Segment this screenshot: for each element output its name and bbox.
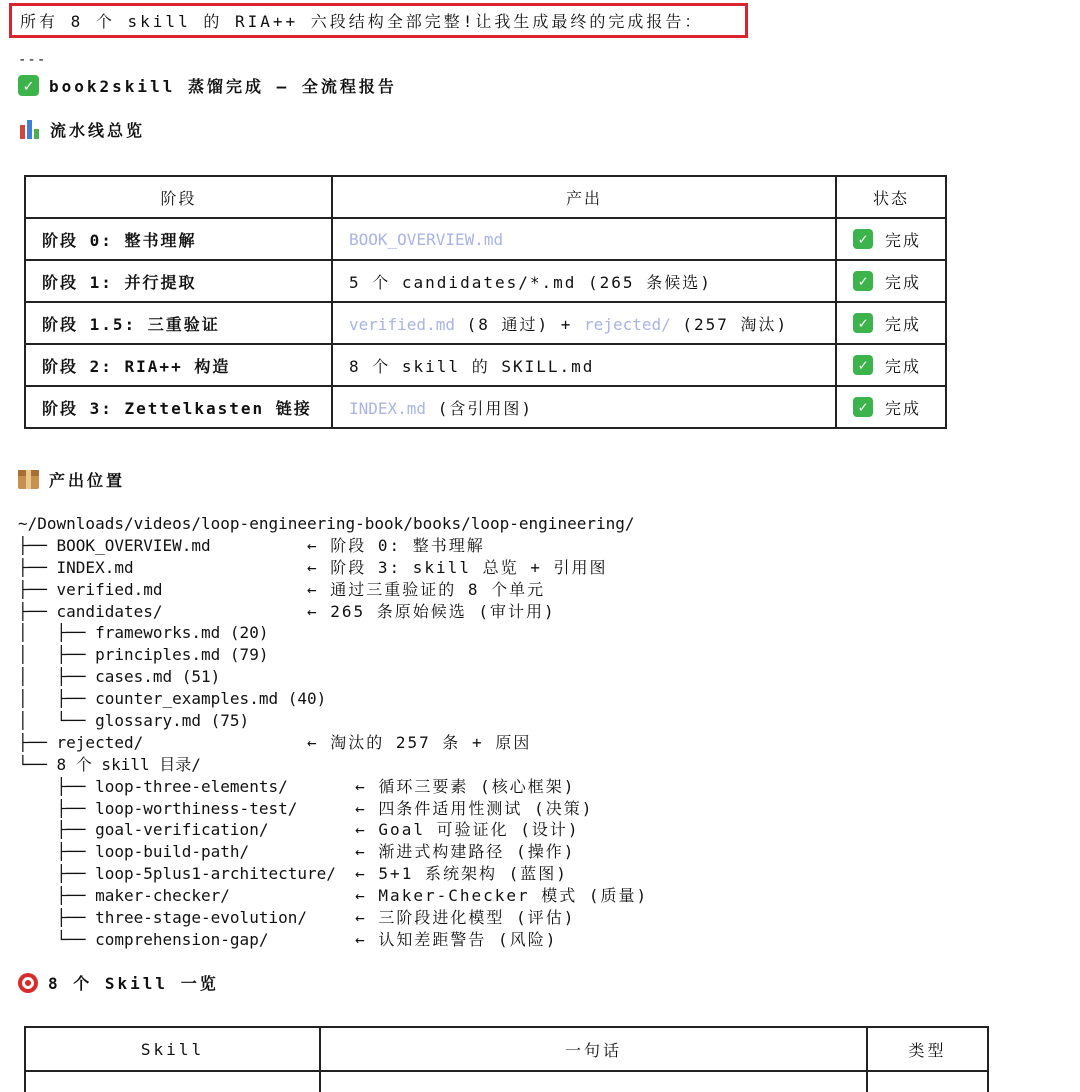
tree-note: ← 渐进式构建路径 (操作) [355, 842, 576, 862]
tree-path: ├── loop-worthiness-test/ [18, 798, 356, 818]
status-cell [836, 344, 946, 386]
tree-entry [18, 907, 648, 929]
stage-cell: 阶段 1: 并行提取 [25, 260, 332, 302]
folder-link[interactable]: rejected/ [584, 314, 671, 334]
skills-heading [18, 971, 219, 994]
tree-path: ├── BOOK_OVERVIEW.md [18, 535, 307, 555]
tree-path: │ └── glossary.md (75) [18, 711, 250, 731]
directory-tree [18, 513, 648, 951]
tree-note: ← 认知差距警告 (风险) [355, 929, 558, 949]
tree-entry [18, 841, 648, 863]
check-mark-icon: ✓ [18, 75, 39, 96]
pipeline-heading [18, 118, 145, 141]
tree-path: ├── loop-build-path/ [18, 842, 356, 862]
tree-entry [18, 776, 648, 798]
status-text: 完成 [885, 230, 922, 250]
table-row [25, 218, 946, 260]
status-cell [836, 302, 946, 344]
tree-path: │ ├── principles.md (79) [18, 645, 269, 665]
tree-path: ├── goal-verification/ [18, 820, 356, 840]
tree-path: ├── three-stage-evolution/ [18, 908, 356, 928]
stage-cell: 阶段 3: Zettelkasten 链接 [25, 386, 332, 428]
table-header-row [25, 176, 946, 218]
table-row [25, 344, 946, 386]
output-cell: 5 个 candidates/*.md (265 条候选) [332, 260, 836, 302]
column-header: Skill [25, 1027, 320, 1071]
tree-note: ← Maker-Checker 模式 (质量) [355, 886, 649, 906]
output-text: (8 通过) + [454, 314, 585, 334]
column-header: 一句话 [320, 1027, 867, 1071]
status-text: 完成 [885, 398, 922, 418]
tree-note: ← 通过三重验证的 8 个单元 [306, 579, 546, 599]
tree-entry [18, 644, 648, 666]
tree-entry [18, 579, 648, 601]
tree-note: ← 淘汰的 257 条 + 原因 [306, 732, 532, 752]
status-text: 完成 [885, 314, 922, 334]
tree-entry [18, 666, 648, 688]
tree-entry [18, 535, 648, 557]
tree-entry [18, 819, 648, 841]
tree-path: ├── verified.md [18, 579, 307, 599]
status-text: 完成 [885, 272, 922, 292]
output-location-heading [18, 468, 125, 491]
stage-cell: 阶段 2: RIA++ 构造 [25, 344, 332, 386]
tree-path: ├── candidates/ [18, 601, 307, 621]
output-cell: 8 个 skill 的 SKILL.md [332, 344, 836, 386]
report-title-text: book2skill 蒸馏完成 — 全流程报告 [49, 77, 397, 96]
tree-path: │ ├── cases.md (51) [18, 667, 221, 687]
tree-path: ├── maker-checker/ [18, 886, 356, 906]
tree-path: ├── INDEX.md [18, 557, 307, 577]
table-row [25, 386, 946, 428]
tree-path: │ ├── counter_examples.md (40) [18, 689, 327, 709]
tree-entry [18, 710, 648, 732]
package-icon [18, 470, 39, 489]
check-mark-icon: ✓ [853, 355, 873, 375]
tree-entry [18, 863, 648, 885]
status-cell [836, 386, 946, 428]
stage-cell: 阶段 0: 整书理解 [25, 218, 332, 260]
tree-path: ├── rejected/ [18, 732, 307, 752]
column-header: 类型 [867, 1027, 988, 1071]
tree-note: ← 5+1 系统架构 (蓝图) [355, 864, 568, 884]
output-text: (含引用图) [426, 398, 533, 418]
skills-heading-text: 8 个 Skill 一览 [48, 974, 219, 993]
separator: --- [18, 52, 47, 68]
check-mark-icon: ✓ [853, 397, 873, 417]
tree-path: └── 8 个 skill 目录/ [18, 754, 201, 774]
column-header: 阶段 [25, 176, 332, 218]
tree-note: ← 阶段 0: 整书理解 [306, 535, 485, 555]
intro-message: 所有 8 个 skill 的 RIA++ 六段结构全部完整!让我生成最终的完成报告： [20, 12, 704, 31]
table-row [25, 302, 946, 344]
skills-table [24, 1026, 989, 1092]
tree-note: ← 循环三要素 (核心框架) [355, 776, 576, 796]
tree-path: ├── loop-5plus1-architecture/ [18, 864, 356, 884]
pipeline-heading-text: 流水线总览 [50, 121, 146, 140]
tree-entry [18, 601, 648, 623]
table-row [25, 260, 946, 302]
column-header: 产出 [332, 176, 836, 218]
tree-entry [18, 732, 648, 754]
status-text: 完成 [885, 356, 922, 376]
stage-cell: 阶段 1.5: 三重验证 [25, 302, 332, 344]
report-title [18, 74, 397, 97]
check-mark-icon: ✓ [853, 313, 873, 333]
tree-entry [18, 688, 648, 710]
tree-entry [18, 885, 648, 907]
tree-path: └── comprehension-gap/ [18, 929, 356, 949]
tree-note: ← Goal 可验证化 (设计) [355, 820, 580, 840]
tree-root: ~/Downloads/videos/loop-engineering-book/books/loop-engineering/ [18, 514, 635, 533]
target-icon [18, 973, 38, 993]
tree-note: ← 阶段 3: skill 总览 + 引用图 [306, 557, 608, 577]
tree-note: ← 265 条原始候选 (审计用) [306, 601, 556, 621]
tree-path: ├── loop-three-elements/ [18, 776, 356, 796]
tree-path: │ ├── frameworks.md (20) [18, 623, 269, 643]
tree-entry [18, 557, 648, 579]
output-cell [332, 386, 836, 428]
check-mark-icon: ✓ [853, 229, 873, 249]
tree-entry [18, 929, 648, 951]
output-location-heading-text: 产出位置 [49, 471, 126, 490]
tree-entry [18, 798, 648, 820]
output-cell [332, 302, 836, 344]
column-header: 状态 [836, 176, 946, 218]
file-link[interactable]: verified.md [349, 314, 455, 334]
file-link[interactable]: INDEX.md [349, 398, 427, 418]
status-cell [836, 260, 946, 302]
pipeline-table [24, 175, 947, 429]
bar-chart-icon [18, 119, 40, 140]
tree-entry [18, 622, 648, 644]
file-link[interactable]: BOOK_OVERVIEW.md [349, 229, 504, 249]
tree-entry [18, 754, 648, 776]
output-text: (257 淘汰) [670, 314, 789, 334]
tree-note: ← 四条件适用性测试 (决策) [355, 798, 594, 818]
output-cell [332, 218, 836, 260]
tree-note: ← 三阶段进化模型 (评估) [355, 908, 576, 928]
status-cell [836, 218, 946, 260]
check-mark-icon: ✓ [853, 271, 873, 291]
table-header-row [25, 1027, 988, 1071]
intro-message-box [9, 3, 748, 38]
